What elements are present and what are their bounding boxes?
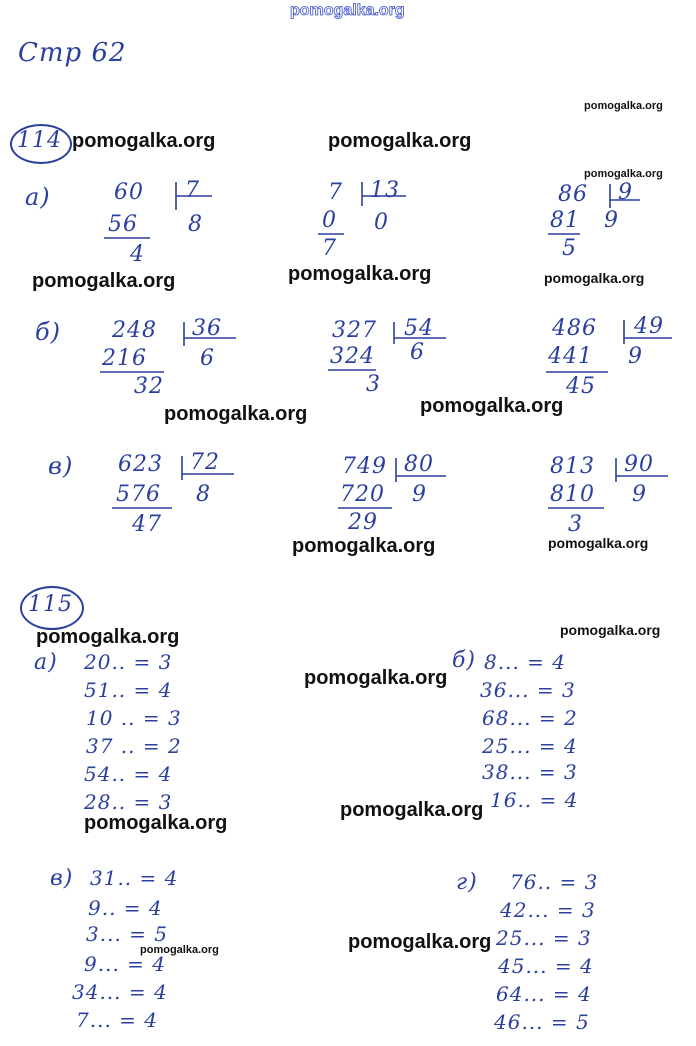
watermark: pomogalka.org — [140, 944, 219, 956]
b2-dividend: 327 — [332, 318, 377, 343]
b3-divisor: 49 — [634, 314, 664, 339]
a2-product: 0 — [322, 208, 337, 233]
watermark: pomogalka.org — [560, 622, 661, 638]
ex115-a-line: 51.. = 4 — [84, 678, 173, 702]
ex115-v-line: 3... = 5 — [86, 922, 168, 946]
ex115-v-line: 34... = 4 — [72, 980, 168, 1004]
site-header: pomogalka.org — [290, 2, 405, 19]
watermark: pomogalka.org — [304, 667, 448, 689]
watermark: pomogalka.org — [584, 100, 663, 112]
exercise-114-number: 114 — [17, 128, 62, 153]
watermark: pomogalka.org — [548, 535, 649, 551]
a1-product: 56 — [108, 212, 138, 237]
v2-divisor: 80 — [404, 452, 434, 477]
watermark: pomogalka.org — [164, 403, 308, 425]
a1-dividend: 60 — [114, 180, 144, 205]
b1-quotient: 6 — [200, 346, 215, 371]
ex115-v-label: в) — [50, 866, 74, 891]
watermark: pomogalka.org — [328, 130, 472, 152]
v2-quotient: 9 — [412, 482, 427, 507]
ex115-g-line: 64... = 4 — [496, 982, 592, 1006]
watermark: pomogalka.org — [288, 263, 432, 285]
a3-quotient: 9 — [604, 208, 619, 233]
v3-remainder: 3 — [568, 512, 583, 537]
watermark: pomogalka.org — [84, 812, 228, 834]
v2-product: 720 — [340, 482, 385, 507]
v3-product: 810 — [550, 482, 595, 507]
ex115-g-line: 76.. = 3 — [510, 870, 599, 894]
page-label: Стр 62 — [18, 38, 127, 68]
b3-remainder: 45 — [566, 374, 596, 399]
v3-divisor: 90 — [624, 452, 654, 477]
part-v-label: в) — [48, 452, 74, 480]
ex115-b-label: б) — [452, 648, 477, 673]
part-a-label: а) — [25, 183, 51, 211]
v1-remainder: 47 — [132, 512, 162, 537]
watermark: pomogalka.org — [348, 931, 492, 953]
a1-remainder: 4 — [130, 242, 145, 267]
ex115-a-line: 54.. = 4 — [84, 762, 173, 786]
a2-dividend: 7 — [328, 180, 343, 205]
b3-quotient: 9 — [628, 344, 643, 369]
v1-divisor: 72 — [190, 450, 220, 475]
ex115-b-line: 38... = 3 — [482, 760, 578, 784]
ex115-g-line: 25... = 3 — [496, 926, 592, 950]
a1-quotient: 8 — [188, 212, 203, 237]
ex115-b-line: 68... = 2 — [482, 706, 578, 730]
watermark: pomogalka.org — [72, 130, 216, 152]
b2-remainder: 3 — [366, 372, 381, 397]
b1-divisor: 36 — [192, 316, 222, 341]
b2-product: 324 — [330, 344, 375, 369]
a2-divisor: 13 — [370, 178, 400, 203]
a1-divisor: 7 — [185, 178, 200, 203]
ex115-b-line: 36... = 3 — [480, 678, 576, 702]
b1-dividend: 248 — [112, 318, 157, 343]
ex115-v-line: 9... = 4 — [84, 952, 166, 976]
watermark: pomogalka.org — [584, 168, 663, 180]
a3-remainder: 5 — [562, 236, 577, 261]
ex115-b-line: 25... = 4 — [482, 734, 578, 758]
watermark: pomogalka.org — [292, 535, 436, 557]
watermark: pomogalka.org — [340, 799, 484, 821]
a3-dividend: 86 — [558, 182, 588, 207]
b2-quotient: 6 — [410, 340, 425, 365]
a2-remainder: 7 — [322, 236, 337, 261]
ex115-b-line: 8... = 4 — [484, 650, 566, 674]
b1-product: 216 — [102, 346, 147, 371]
ex115-v-line: 7... = 4 — [76, 1008, 158, 1032]
watermark: pomogalka.org — [32, 270, 176, 292]
v1-dividend: 623 — [118, 452, 163, 477]
watermark: pomogalka.org — [420, 395, 564, 417]
ex115-a-label: а) — [34, 650, 58, 675]
b3-product: 441 — [548, 344, 593, 369]
watermark: pomogalka.org — [544, 270, 645, 286]
part-b-label: б) — [35, 318, 62, 346]
v3-dividend: 813 — [550, 454, 595, 479]
a2-quotient: 0 — [374, 210, 389, 235]
ex115-a-line: 28.. = 3 — [84, 790, 173, 814]
v3-quotient: 9 — [632, 482, 647, 507]
b2-divisor: 54 — [404, 316, 434, 341]
exercise-115-number: 115 — [28, 592, 73, 617]
v1-quotient: 8 — [196, 482, 211, 507]
ex115-g-label: г) — [456, 870, 478, 895]
b3-dividend: 486 — [552, 316, 597, 341]
ex115-g-line: 45... = 4 — [498, 954, 594, 978]
b1-remainder: 32 — [134, 374, 164, 399]
a3-product: 81 — [550, 208, 580, 233]
watermark: pomogalka.org — [36, 626, 180, 648]
ex115-g-line: 46... = 5 — [494, 1010, 590, 1034]
ex115-v-line: 31.. = 4 — [90, 866, 179, 890]
ex115-v-line: 9.. = 4 — [88, 896, 163, 920]
ex115-a-line: 10 .. = 3 — [86, 706, 182, 730]
v2-remainder: 29 — [348, 510, 378, 535]
ex115-a-line: 37 .. = 2 — [86, 734, 182, 758]
a3-divisor: 9 — [618, 180, 633, 205]
v1-product: 576 — [116, 482, 161, 507]
ex115-a-line: 20.. = 3 — [84, 650, 173, 674]
ex115-g-line: 42... = 3 — [500, 898, 596, 922]
v2-dividend: 749 — [342, 454, 387, 479]
ex115-b-line: 16.. = 4 — [490, 788, 579, 812]
